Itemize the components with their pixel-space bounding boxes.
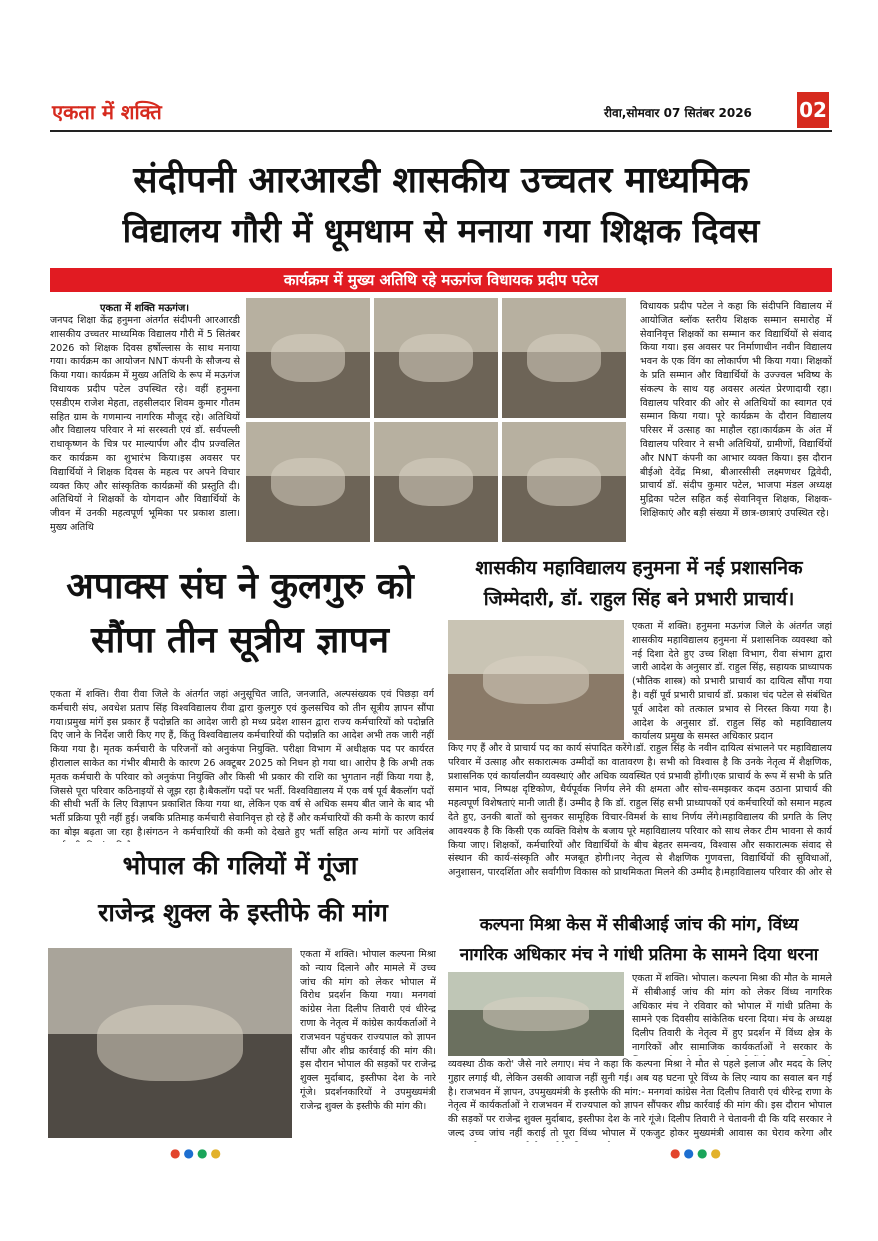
story3-headline-line1: शासकीय महाविद्यालय हनुमना में नई प्रशासनिक — [475, 557, 803, 579]
lead-photo — [374, 298, 498, 418]
story3-body-full: किए गए हैं और वे प्राचार्य पद का कार्य संपादित करेंगे।डॉ. राहुल सिंह के नवीन दायित्व संभालने पर महाविद्यालय परिवार में उत्साह और सकारात्मक उम्मीदों का वातावरण है। सभी को विश्वास है कि उनके नेतृत्व में शैक्षणिक, प्रशासनिक एवं कार्यालयीन व्यवस्थाएं और अधिक व्यवस्थित एवं प्रभावी होंगी।एक प्राचार्य के रूप में सभी के प्रति समान भाव, निष्पक्ष दृष्टिकोण, धैर्यपूर्वक निर्णय लेने की क्षमता और सोच-समझकर कदम उठाना प्राचार्य की महत्वपूर्ण विशेषताएं मानी जाती हैं। उम्मीद है कि डॉ. राहुल सिंह सभी प्राध्यापकों एवं कर्मचारियों को समान महत्व देते हुए, उनकी बातों को सुनकर सामूहिक विचार-विमर्श के साथ निर्णय लेंगे।महाविद्यालय की प्रगति के लिए आवश्यक है कि किसी एक व्यक्ति विशेष के बजाय पूरे महाविद्यालय परिवार को साथ लेकर टीम भावना से कार्य किया जाए। शिक्षकों, कर्मचारियों और विद्यार्थियों के बीच बेहतर समन्वय, विश्वास और सकारात्मक संवाद से संस्थान की कार्य-संस्कृति और मजबूत होगी।नए नेतृत्व से शैक्षणिक गुणवत्ता, विद्यार्थियों की सुविधाओं, अनुशासन, पारदर्शिता और सर्वांगीण विकास को प्राथमिकता मिलने की उम्मीद है।महाविद्यालय परिवार की ओर से — [448, 743, 832, 879]
story3-photo — [448, 620, 624, 740]
lead-body-col1: जनपद शिक्षा केंद्र हनुमना अंतर्गत संदीपनी आरआरडी शासकीय उच्चतर माध्यमिक विद्यालय गौरी में 5 सितंबर 2026 को शिक्षक दिवस हर्षोल्लास के साथ मनाया गया। कार्यक्रम का आयोजन NNT कंपनी के सौजन्य से किया गया। कार्यक्रम में मुख्य अतिथि के रूप में मऊगंज विधायक प्रदीप पटेल उपस्थित रहे। वहीं हनुमना एसडीएम राजेश मेहता, तहसीलदार शिवम कुमार गौतम सहित ग्राम के गणमान्य नागरिक मौजूद रहे। अतिथियों और विद्यालय परिवार ने मां सरस्वती एवं डॉ. सर्वपल्ली राधाकृष्णन के चित्र पर माल्यार्पण और दीप प्रज्वलित कर कार्यक्रम का शुभारंभ किया।इस अवसर पर विद्यार्थियों ने शिक्षक दिवस के महत्व पर अपने विचार व्यक्त किए और सांस्कृतिक कार्यक्रमों की प्रस्तुति दी। अतिथियों ने शिक्षकों के योगदान और विद्यार्थियों के जीवन में उनकी महत्वपूर्ण भूमिका पर प्रकाश डाला।मुख्य अतिथि — [50, 315, 240, 533]
masthead-rule — [50, 130, 832, 132]
lead-headline-line1: संदीपनी आरआरडी शासकीय उच्चतर माध्यमिक — [133, 160, 749, 201]
story2-headline-line2: सौंपा तीन सूत्रीय ज्ञापन — [90, 620, 390, 661]
footer-dots: ●●●● — [670, 1146, 724, 1160]
story5-headline-line2: नागरिक अधिकार मंच ने गांधी प्रतिमा के सामने दिया धरना — [459, 945, 819, 965]
footer-dots: ●●●● — [170, 1146, 224, 1160]
story3-body-side: एकता में शक्ति। हनुमना मऊगंज जिले के अंतर्गत जहां शासकीय महाविद्यालय हनुमना में प्रशासनिक व्यवस्था को नई दिशा देते हुए उच्च शिक्षा विभाग, रीवा संभाग द्वारा जारी आदेश के अनुसार डॉ. राहुल सिंह, सहायक प्राध्यापक (भौतिक शास्त्र) को प्रभारी प्राचार्य का दायित्व सौंपा गया है। वहीं पूर्व प्रभारी प्राचार्य डॉ. प्रकाश चंद पटेल से संबंधित पूर्व आदेश को तत्काल प्रभाव से निरस्त किया गया है।आदेश के अनुसार डॉ. राहुल सिंह को महाविद्यालय कार्यालय प्रमुख के समस्त अधिकार प्रदान — [632, 621, 832, 743]
story3-headline-line2: जिम्मेदारी, डॉ. राहुल सिंह बने प्रभारी प्राचार्य। — [483, 588, 795, 610]
lead-photo — [374, 422, 498, 542]
story4-photo — [48, 948, 292, 1138]
page-number: 02 — [797, 92, 829, 128]
story4-body: एकता में शक्ति। भोपाल कल्पना मिश्रा को न्याय दिलाने और मामले में उच्च जांच की मांग को लेकर भोपाल में विरोध प्रदर्शन किया गया। मनगवां कांग्रेस नेता दिलीप तिवारी एवं धीरेन्द्र राणा के नेतृत्व में कांग्रेस कार्यकर्ताओं ने राजभवन पहुंचकर राज्यपाल को ज्ञापन सौंपा और शीघ्र कार्रवाई की मांग की। इस दौरान भोपाल की सड़कों पर राजेन्द्र शुक्ल मुर्दाबाद, इस्तीफा देश के नारे गूंजे। प्रदर्शनकारियों ने उपमुख्यमंत्री राजेन्द्र शुक्ल के इस्तीफे की मांग की। — [300, 949, 436, 1112]
lead-photo — [246, 298, 370, 418]
story5-body-side: एकता में शक्ति। भोपाल। कल्पना मिश्रा की मौत के मामले में सीबीआई जांच की मांग को लेकर विंध्य नागरिक अधिकार मंच ने रविवार को भोपाल में गांधी प्रतिमा के सामने एक दिवसीय सांकेतिक धरना दिया। मंच के अध्यक्ष दिलीप तिवारी के नेतृत्व में हुए प्रदर्शन में विंध्य क्षेत्र के नागरिकों और सामाजिक कार्यकर्ताओं ने सरकार के — [632, 973, 832, 1053]
story2-body: एकता में शक्ति। रीवा रीवा जिले के अंतर्गत जहां अनुसूचित जाति, जनजाति, अल्पसंख्यक एवं पिछड़ा वर्ग कर्मचारी संघ, अवधेश प्रताप सिंह विश्वविद्यालय रीवा द्वारा कुलगुरु एवं कुलसचिव को तीन सूत्रीय ज्ञापन सौंपा गया।प्रमुख मांगें इस प्रकार हैं पदोन्नति का आदेश जारी हो मध्य प्रदेश शासन द्वारा राज्य कर्मचारियों को पदोन्नति दिए जाने के निर्देश जारी किए गए हैं, किंतु विश्वविद्यालय कर्मचारियों की पदोन्नति का आदेश अभी तक जारी नहीं किया गया है। मृतक कर्मचारी के परिजनों को अनुकंपा नियुक्ति. परीक्षा विभाग में अधीक्षक पद पर कार्यरत हीरालाल साकेत का गंभीर बीमारी के कारण 26 अक्टूबर 2025 को निधन हो गया था। आरोप है कि अभी तक मृतक कर्मचारी के परिवार को अनुकंपा नियुक्ति और किसी भी प्रकार की राशि का भुगतान नहीं किया गया है, जिससे पूरा परिवार कठिनाइयों से जूझ रहा है।बैकलॉग पदों पर भर्ती. विश्वविद्यालय में एक वर्ष पूर्व बैकलॉग पदों की सीधी भर्ती के लिए विज्ञापन प्रकाशित किया गया था, लेकिन एक वर्ष से अधिक समय बीत जाने के बाद भी भर्ती प्रक्रिया पूरी नहीं हुई। जबकि प्रतिमाह कर्मचारी सेवानिवृत्त हो रहे हैं और कर्मचारियों की कमी के कारण कार्य का बोझ बढ़ता जा रहा है।संगठन ने कर्मचारियों की कमी को देखते हुए भर्ती सहित अन्य मांगों पर अविलंब — [50, 689, 434, 838]
lead-photo — [246, 422, 370, 542]
lead-headline-line2: विद्यालय गौरी में धूमधाम से मनाया गया शिक्षक दिवस — [122, 211, 760, 250]
story5-body-full: व्यवस्था ठीक करो' जैसे नारे लगाए। मंच ने कहा कि कल्पना मिश्रा ने मौत से पहले इलाज और मदद के लिए गुहार लगाई थी, लेकिन उसकी आवाज नहीं सुनी गई। अब यह घटना पूरे विंध्य के लिए न्याय का सवाल बन गई है। राजभवन में ज्ञापन, उपमुख्यमंत्री के इस्तीफे की मांग:- मनगवां कांग्रेस नेता दिलीप तिवारी एवं धीरेन्द्र राणा के नेतृत्व में कार्यकर्ताओं ने राजभवन में राज्यपाल को ज्ञापन सौंपकर शीघ्र कार्रवाई की मांग की। इस दौरान भोपाल की सड़कों पर राजेन्द्र शुक्ल मुर्दाबाद, इस्तीफा देश के नारे गूंजे। दिलीप तिवारी ने चेतावनी दी कि यदि सरकार ने जल्द उच्च जांच नहीं कराई तो पूरा विंध्य भोपाल में एकजुट होकर मुख्यमंत्री आवास का घेराव करेगा और — [448, 1059, 832, 1139]
masthead-date: रीवा,सोमवार 07 सितंबर 2026 — [604, 106, 752, 120]
masthead-brand: एकता में शक्ति — [52, 100, 162, 124]
story4-headline-line2: राजेन्द्र शुक्ल के इस्तीफे की मांग — [98, 898, 388, 927]
lead-photo-grid — [246, 298, 626, 542]
story4-headline-line1: भोपाल की गलियों में गूंजा — [122, 851, 358, 880]
lead-kicker: एकता में शक्ति मऊगंज। — [100, 303, 190, 314]
story5-headline-line1: कल्पना मिश्रा केस में सीबीआई जांच की मांग, विंध्य — [479, 915, 799, 935]
lead-photo — [502, 422, 626, 542]
story2-headline-line1: अपाक्स संघ ने कुलगुरु को — [66, 566, 414, 607]
lead-body-col3: विधायक प्रदीप पटेल ने कहा कि संदीपनि विद्यालय में आयोजित ब्लॉक स्तरीय शिक्षक सम्मान समारोह में सेवानिवृत्त शिक्षकों का सम्मान कर विद्यार्थियों से संवाद किया गया। इस अवसर पर निर्माणाधीन नवीन विद्यालय भवन के एक विंग का लोकार्पण भी किया गया। शिक्षकों के प्रति सम्मान और विद्यार्थियों के उज्ज्वल भविष्य के संकल्प के साथ यह अवसर अत्यंत प्रेरणादायी रहा।विद्यालय परिवार की ओर से अतिथियों का स्वागत एवं सम्मान किया गया। पूरे कार्यक्रम के दौरान विद्यालय परिसर में उत्साह का माहौल रहा।कार्यक्रम के अंत में विद्यालय परिवार ने सभी अतिथियों, ग्रामीणों, विद्यार्थियों और NNT कंपनी का आभार व्यक्त किया। इस दौरान बीईओ देवेंद्र मिश्रा, बीआरसीसी लक्ष्मणधर द्विवेदी, प्राचार्य डॉ. संदीप कुमार पटेल, भाजपा मंडल अध्यक्ष मुद्रिका पटेल सहित कई सेवानिवृत्त शिक्षक, शिक्षक-शिक्षिकाएं और बड़ी संख्या में छात्र-छात्राएं उपस्थित रहे। — [640, 301, 832, 519]
lead-photo — [502, 298, 626, 418]
lead-subhead: कार्यक्रम में मुख्य अतिथि रहे मऊगंज विधायक प्रदीप पटेल — [50, 268, 832, 292]
story5-photo — [448, 972, 624, 1056]
